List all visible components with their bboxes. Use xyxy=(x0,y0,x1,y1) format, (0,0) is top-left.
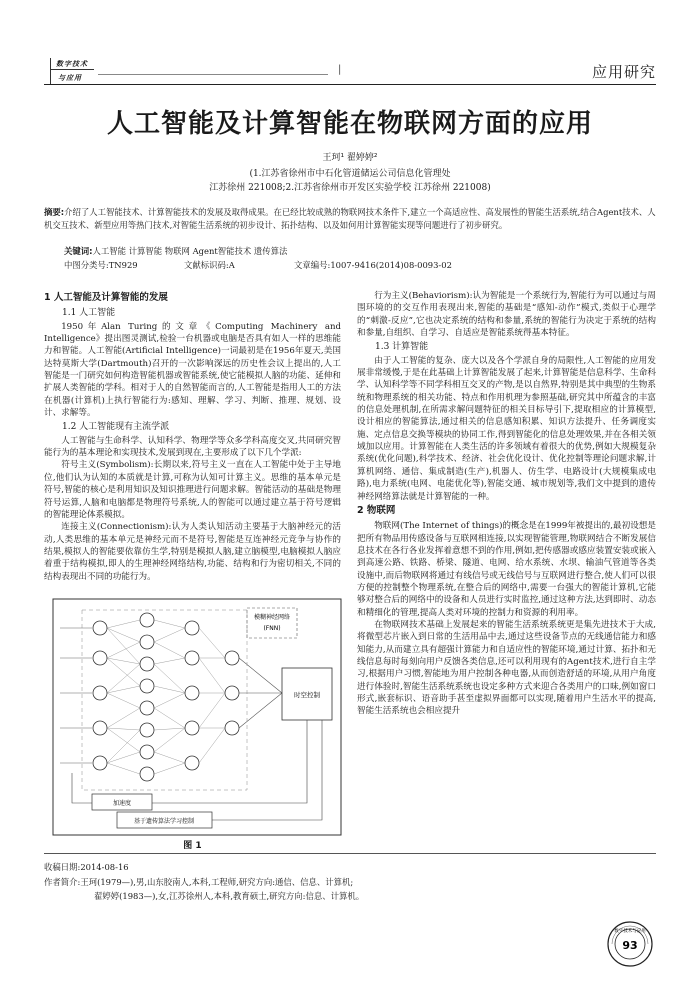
paragraph: 符号主义(Symbolism):长期以来,符号主义一直在人工智能中处于主导地位,他们认为认知的本质就是计算,可称为认知可计算主义。思维的基本单元是符号,智能的核心是利用知识及知识推理进行问题求解。智能活动的基础是物理符号运算,人脑和电脑都是物理符号系统,人的智能可以通过建立基于符号逻辑的智能理论体系模拟。 xyxy=(44,460,341,520)
paragraph: 由于人工智能的复杂、庞大以及各个学派自身的局限性,人工智能的应用发展非常缓慢,于是在此基础上计算智能发展了起来,计算智能是信息科学、生命科学、认知科学等不同学科相互交叉的产物,是以自然界,特别是其中典型的生物系统和物理系统的相关功能、特点和作用机理为参照基础,研究其中所蕴含的丰富的信息处理机制,在所需求解问题特征的相关目标导引下,提取相应的计算模型,设计相应的智能算法,通过相关的信息感知积累、知识方法提升、任务调度实施、定点信息交换等模块的协同工作,得到智能化的信息处理效果,并在各相关领域加以应用。计算智能在人类生活的许多领域有着很大的优势,例如大规模复杂系统(优化问题),科学技术、经济、社会优化设计、优化控制等理论问题求解,计算机网络、通信、集成制造(生产),机器人、仿生学、电路设计(大规模集成电路),电力系统(电网、电能优化等),智能交通、城市规划等,我们文中提到的遗传神经网络算法就是计算智能的一种。 xyxy=(357,355,656,502)
paragraph: 物联网(The Internet of things)的概念是在1999年被提出的,最初设想是把所有物品用传感设备与互联网相连接,以实现智能管理,物联网结合不断发展信息技术在各行各业发挥着意想不到的作用,例如,把传感器或感应装置安装或嵌入到高速公路、铁路、桥梁、隧道、电网、给水系统、水坝、输油气管道等各类设施中,而后物联网将通过有线信号或无线信号与互联网进行整合,使人们可以很方便的控制整个物理系统,在整合后的网络中,需要一台强大的智能计算机,它能够对整合后的网络中的设备和人员进行实时监控,通过这种方法,达到即时、动态和精细化的管理,提高人类对环境的控制力和资源的利用率。 xyxy=(357,521,656,618)
ga-learning-label: 基于遗传算法学习控制 xyxy=(133,818,195,825)
paragraph: 行为主义(Behaviorism):认为智能是一个系统行为,智能行为可以通过与周围环境的的交互作用表现出来,智能的基础是“感知-动作”模式,类似于心理学的“刺激-反应”,它也决定系统的结构和参量,系统的智能行为决定于系统的结构和参量,自组织、自学习、自适应是智能系统得基本特征。 xyxy=(357,291,656,339)
subsection-heading-1-1: 1.1 人工智能 xyxy=(62,308,116,319)
keywords-text: 人工智能 计算智能 物联网 Agent智能技术 遗传算法 xyxy=(92,246,288,256)
fnn-sublabel: (FNN) xyxy=(263,625,281,632)
subsection-heading-1-2: 1.2 人工智能现有主流学派 xyxy=(62,422,170,433)
paper-title: 人工智能及计算智能在物联网方面的应用 xyxy=(106,109,593,139)
author-bio-2: 翟婷婷(1983—),女,江苏徐州人,本科,教育硕士,研究方向:信息、计算机。 xyxy=(94,891,365,901)
abstract xyxy=(44,206,656,232)
input-block-label: 加速度 xyxy=(112,800,132,807)
section-tag: 应用研究 xyxy=(591,63,656,81)
left-column xyxy=(44,290,341,583)
clc-number: 中图分类号:TN929 xyxy=(64,260,138,270)
fnn-label: 模糊神经网络 xyxy=(253,614,291,621)
paragraph: 在物联网技术基础上发展起来的智能生活系统系统更是集先进技术于大成,将微型芯片嵌入到日常的生活用品中去,通过这些设备节点的无线通信能力和感知能力,从而建立具有超强计算能力和自适应性的智能环境,通过计算、拓扑和无线信息每时每刻向用户反馈各类信息,还可以利用现有的Agent技术,进行自主学习,根据用户习惯,智能地为用户控制各种电器,从而创造舒适的环境,从用户角度进行体验时,智能生活系统系统也设定多种方式来迎合各类用户的口味,例如窗口形式,嵌套标识、语音助手甚至虚拟界面都可以实现,随着用户生活水平的提高,智能生活系统也会相应提升 xyxy=(357,619,656,717)
author-bio-1: 作者简介:王珂(1979—),男,山东胶南人,本科,工程师,研究方向:通信、信息、计算机; xyxy=(44,877,354,887)
document-code: 文献标识码:A xyxy=(184,260,235,270)
affiliation-1: (1.江苏省徐州市中石化管道储运公司信息化管理处 xyxy=(249,169,451,179)
abstract-label: 摘要: xyxy=(44,207,65,217)
keywords xyxy=(64,245,287,257)
paragraph: 人工智能与生命科学、认知科学、物理学等众多学科高度交叉,共同研究智能行为的基本理论和实现技术,发展到现在,主要形成了以下几个学派: xyxy=(44,435,341,459)
journal-name-line1: 数字技术 xyxy=(56,59,88,68)
paragraph: 连接主义(Connectionism):认为人类认知活动主要基于大脑神经元的活动,人类思维的基本单元是神经元而不是符号,智能是互连神经元竞争与协作的结果,模拟人的智能要依靠仿生学,特别是模拟人脑,建立脑模型,电脑模拟人脑应着重于结构模拟,即人的生理神经网络结构,功能、结构和行为密切相关,不同的结构表现出不同的功能行为。 xyxy=(44,522,341,582)
section-heading-2: 2 物联网 xyxy=(357,504,396,516)
right-column xyxy=(357,290,656,718)
controller-label: 时空控制 xyxy=(294,691,320,699)
subsection-heading-1-3: 1.3 计算智能 xyxy=(375,342,429,353)
figure-caption: 图 1 xyxy=(183,841,202,851)
authors: 王珂¹ 翟婷婷² xyxy=(322,153,378,163)
section-heading-1: 1 人工智能及计算智能的发展 xyxy=(44,292,168,303)
received-date: 收稿日期:2014-08-16 xyxy=(44,862,129,872)
header-separator: | xyxy=(338,64,342,75)
footnote-rule xyxy=(44,853,656,854)
journal-name-line2: 与应用 xyxy=(58,73,82,82)
header-rule xyxy=(44,84,656,85)
article-number: 文章编号:1007-9416(2014)08-0093-02 xyxy=(294,260,452,270)
badge-seal-icon xyxy=(606,920,654,968)
abstract-text: 介绍了人工智能技术、计算智能技术的发展及取得成果。在已经比较成熟的物联网技术条件下,建立一个高适应性、高发展性的智能生活系统,结合Agent技术、人机交互技术、新型应用等热门技术,对智能生活系统的初步设计、拓扑结构、以及如何用计算智能实现等问题进行了初步研究。 xyxy=(44,207,656,230)
header-rule-thin xyxy=(98,74,328,75)
paragraph: 1950年Alan Turing的文章《Computing Machinery and Intelligence》提出图灵测试,检验一台机器或电脑是否具有如人一样的思维能力和智能。人工智能(Artificial Intelligence)一词最初是在1956年夏天,美国达特莫斯大学(Dartmouth)召开的一次影响深远的历史性会议上提出的,人工智能是一门研究如何构造智能机器或智能系统,使它能模拟人脑的功能、延伸和扩展人类智能的学科。相对于人的自然智能而言的,人工智能是指用人工的方法在机器(计算机)上执行智能行为:感知、理解、学习、判断、推理、规划、设计、求解等。 xyxy=(44,321,341,419)
classification-line xyxy=(64,259,644,271)
keywords-label: 关键词: xyxy=(64,246,93,256)
badge-text: 数字技术与应用 xyxy=(614,929,646,934)
figure-1-network-diagram xyxy=(52,598,342,836)
network-diagram-svg xyxy=(52,598,342,836)
affiliation-2: 江苏徐州 221008;2.江苏省徐州市开发区实验学校 江苏徐州 221008) xyxy=(209,183,491,193)
page-number-badge xyxy=(606,920,654,968)
page-number: 93 xyxy=(622,939,638,952)
